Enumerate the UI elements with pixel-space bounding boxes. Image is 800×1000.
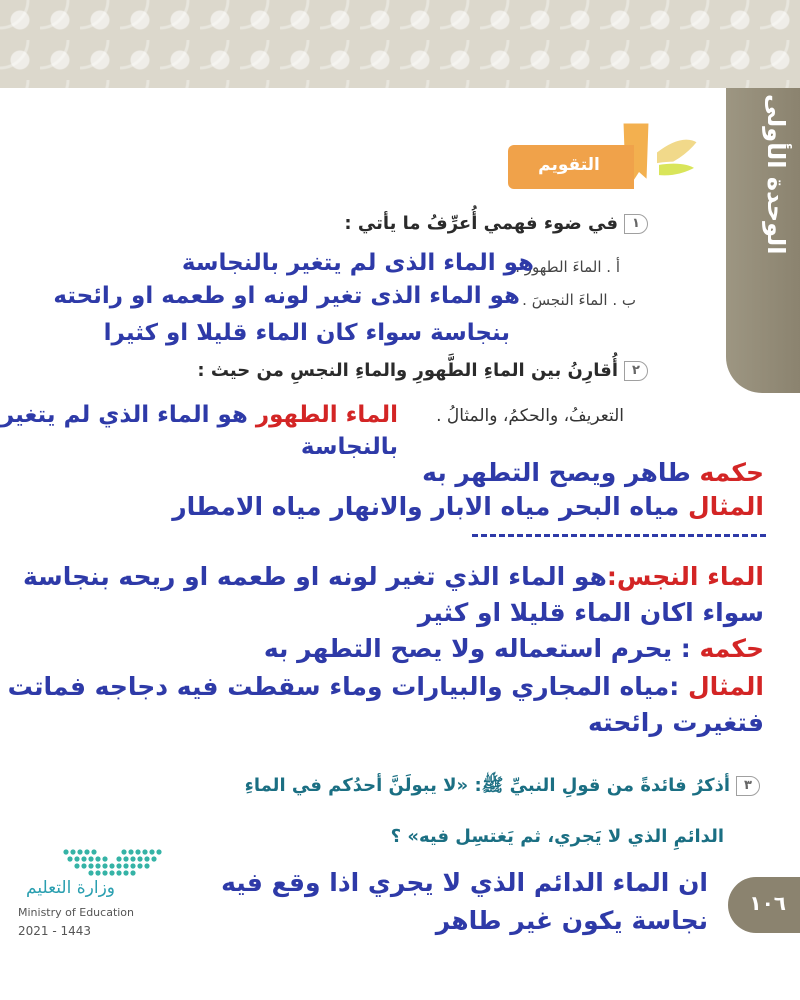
q2-pure-ruling [422, 458, 764, 487]
q1-prompt-text: في ضوء فهمي أُعرِّفُ ما يأتي : [344, 213, 618, 234]
q2-pure-ruling-label: حكمه [699, 458, 764, 487]
q3-prompt-line2: الدائمِ الذي لا يَجري، ثم يَغتسِل فيه» ؟ [390, 826, 724, 847]
q2-impure-example [8, 672, 764, 701]
q2-impure-ruling [264, 634, 764, 663]
q2-impure-definition [23, 562, 764, 591]
ministry-year: 2021 - 1443 [18, 924, 92, 938]
q2-impure-example-text: :مياه المجاري والبيارات وماء سقطت فيه دجاجه فماتت [7, 672, 680, 701]
section-badge-label: التقويم [538, 155, 600, 175]
q1-prompt [344, 213, 648, 234]
q2-impure-example-line2: فتغيرت رائحته [587, 708, 764, 737]
q2-impure-ruling-label: حكمه [699, 634, 764, 663]
unit-label: الوحدة الأولى [762, 94, 790, 255]
q3-answer-line1: ان الماء الدائم الذي لا يجري اذا وقع فيه [221, 868, 708, 897]
q2-pure-ruling-text: طاهر ويصح التطهر به [422, 458, 691, 487]
q2-impure-example-label: المثال [687, 672, 764, 701]
q1-a-answer: هو الماء الذى لم يتغير بالنجاسة [181, 250, 534, 276]
q1-b-answer-line1: هو الماء الذى تغير لونه او طعمه او رائحته [53, 283, 520, 309]
q2-pure-example [172, 492, 764, 521]
ministry-name-arabic: وزارة التعليم [26, 878, 115, 898]
ministry-logo-icon [62, 848, 162, 876]
q3-number: ٣ [736, 776, 760, 796]
q2-pure-example-label: المثال [687, 492, 764, 521]
q2-prompt-text: أُقارِنُ بين الماءِ الطَّهورِ والماءِ النجسِ من حيث : [197, 360, 618, 381]
q3-prompt-text: أذكرُ فائدةً من قولِ النبيِّ ﷺ: «لا يبولَنَّ أحدُكم في الماءِ [244, 775, 730, 796]
q1-number: ١ [624, 214, 648, 234]
q2-pure-def-line2: بالنجاسة [300, 434, 398, 460]
ministry-name-english: Ministry of Education [18, 906, 135, 919]
q2-impure-def-text: هو الماء الذي تغير لونه او طعمه او ريحه بنجاسة [22, 562, 607, 591]
q2-criteria: التعريفُ، والحكمُ، والمثالُ . [436, 406, 624, 426]
q2-impure-def-line2: سواء اكان الماء قليلا او كثير [417, 598, 764, 627]
q1-b-label: ب . الماءَ النجسَ . [522, 291, 636, 309]
q2-impure-title: الماء النجس: [606, 562, 764, 591]
q2-pure-example-text: مياه البحر مياه الابار والانهار مياه الامطار [172, 492, 680, 521]
divider-line [472, 534, 766, 537]
page-number: ١٠٦ [749, 891, 786, 915]
q3-answer-line2: نجاسة يكون غير طاهر [435, 906, 708, 935]
q1-a-label: أ . الماءَ الطهورَ . [515, 258, 620, 276]
q2-prompt [197, 360, 648, 381]
decorative-header-band [0, 0, 800, 88]
q2-pure-definition [1, 402, 398, 428]
q1-b-answer-line2: بنجاسة سواء كان الماء قليلا او كثيرا [103, 320, 510, 346]
q2-impure-ruling-text: : يحرم استعماله ولا يصح التطهر به [263, 634, 691, 663]
q3-prompt [245, 774, 760, 800]
q2-number: ٢ [624, 361, 648, 381]
q2-pure-title: الماء الطهور [255, 402, 398, 428]
q2-pure-def-text: هو الماء الذي لم يتغير [0, 402, 248, 428]
